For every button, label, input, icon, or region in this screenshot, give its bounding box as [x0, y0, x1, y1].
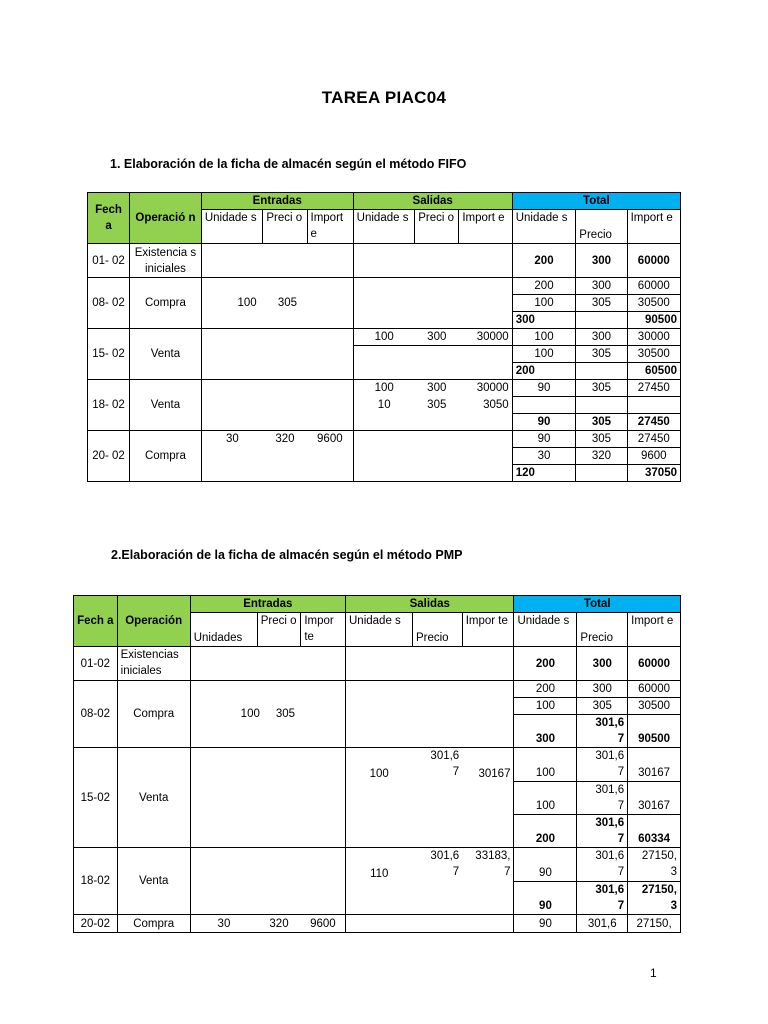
row4-operacion: Venta — [117, 848, 190, 915]
row2-fecha: 08-02 — [74, 681, 118, 748]
row5-operacion: Compra — [117, 915, 190, 933]
row2-fecha: 08- 02 — [88, 278, 130, 329]
col-s-precio: Preci o — [415, 210, 459, 244]
row5-operacion: Compra — [130, 431, 202, 482]
entrada-unidades: 30 — [201, 431, 263, 448]
total-cell: 320 — [576, 448, 627, 465]
total-cell: 37050 — [627, 465, 680, 482]
row2-entradas — [201, 278, 353, 329]
col-s-unidades: Unidade s — [353, 210, 415, 244]
total-cell: 305 — [576, 295, 627, 312]
total-cell: 301,6 7 — [577, 882, 628, 915]
row2-operacion: Compra — [117, 681, 190, 748]
total-cell: 90 — [512, 380, 576, 397]
row1-fecha: 01-02 — [74, 647, 118, 681]
total-cell: 30167 — [628, 748, 681, 782]
row3-fecha: 15- 02 — [88, 329, 130, 380]
row3-salidas-empty — [353, 346, 512, 380]
total-cell: 300 — [576, 278, 627, 295]
entrada-precio: 320 — [263, 431, 307, 448]
total-cell — [627, 397, 680, 414]
salida-precio: 301,6 7 — [412, 848, 462, 882]
col-fecha: Fech a — [88, 193, 130, 244]
row3-salidas-empty — [346, 782, 514, 848]
total-cell: 30000 — [627, 329, 680, 346]
row5-fecha: 20- 02 — [88, 431, 130, 482]
col-salidas: Salidas — [353, 193, 512, 210]
total-cell: 30500 — [628, 698, 681, 715]
page-number: 1 — [650, 966, 657, 980]
salida-precio: 305 — [427, 399, 447, 411]
total-cell: 60000 — [628, 681, 681, 698]
total-cell: 200 — [512, 363, 576, 380]
total-cell: 100 — [514, 698, 577, 715]
row4-salidas-empty — [346, 882, 514, 915]
total-cell: 90 — [512, 414, 576, 431]
col-t-unidades: Unidade s — [512, 210, 576, 244]
total-cell: 90 — [512, 431, 576, 448]
total-cell: 30 — [512, 448, 576, 465]
total-cell: 305 — [577, 698, 628, 715]
pmp-table — [73, 595, 681, 933]
col-e-precio: Preci o — [257, 613, 301, 647]
row1-salidas — [353, 244, 512, 278]
total-cell: 9600 — [627, 448, 680, 465]
salida-importe: 30000 — [459, 380, 512, 397]
col-e-unidades: Unidades — [190, 613, 257, 647]
total-cell: 120 — [512, 465, 576, 482]
col-operacion: Operación — [117, 596, 190, 647]
total-cell: 305 — [576, 380, 627, 397]
total-cell: 60000 — [628, 647, 681, 681]
col-s-precio: Precio — [412, 613, 462, 647]
total-cell: 300 — [512, 312, 576, 329]
col-salidas: Salidas — [346, 596, 514, 613]
salida-unidades: 100 — [353, 329, 415, 346]
total-cell: 27450 — [627, 431, 680, 448]
total-cell: 305 — [576, 414, 627, 431]
col-operacion: Operació n — [130, 193, 202, 244]
total-cell: 100 — [514, 782, 577, 815]
salida-precio: 300 — [415, 329, 459, 346]
total-cell — [512, 397, 576, 414]
row1-entradas — [201, 244, 353, 278]
col-t-importe: Import e — [628, 613, 681, 647]
total-cell: 27450 — [627, 380, 680, 397]
total-cell: 301,6 7 — [577, 782, 628, 815]
col-fecha: Fech a — [74, 596, 118, 647]
total-cell: 60500 — [627, 363, 680, 380]
col-t-unidades: Unidade s — [514, 613, 577, 647]
total-cell: 100 — [512, 346, 576, 363]
row4-salidas-empty — [353, 414, 512, 431]
col-s-importe: Impor te — [462, 613, 514, 647]
entrada-precio: 305 — [277, 297, 298, 309]
salida-unidades: 110 — [346, 848, 413, 882]
section-heading-fifo: 1. Elaboración de la ficha de almacén según el método FIFO — [110, 157, 467, 171]
total-cell: 301,6 — [577, 915, 628, 933]
entrada-unidades: 30 — [190, 915, 257, 933]
total-cell: 200 — [514, 681, 577, 698]
total-cell: 301,6 7 — [577, 815, 628, 848]
total-cell — [576, 363, 627, 380]
col-t-precio: Precio — [576, 210, 627, 244]
fifo-table — [87, 192, 681, 482]
row2-salidas — [346, 681, 514, 748]
row1-operacion: Existencia s iniciales — [130, 244, 202, 278]
row1-salidas — [346, 647, 514, 681]
total-cell: 27150, — [628, 915, 681, 933]
salida-unidades: 100 — [353, 380, 415, 397]
total-cell: 30500 — [627, 346, 680, 363]
total-cell — [576, 312, 627, 329]
total-cell: 100 — [512, 295, 576, 312]
row3-operacion: Venta — [117, 748, 190, 848]
total-cell: 60334 — [628, 815, 681, 848]
total-cell: 60000 — [627, 278, 680, 295]
total-cell: 30167 — [628, 782, 681, 815]
salida-importe: 33183, 7 — [462, 848, 514, 882]
col-s-unidades: Unidade s — [346, 613, 413, 647]
row4-operacion: Venta — [130, 380, 202, 431]
entrada-precio: 320 — [257, 915, 301, 933]
total-cell: 300 — [577, 647, 628, 681]
total-cell: 300 — [576, 329, 627, 346]
row3-fecha: 15-02 — [74, 748, 118, 848]
salida-precio: 300 — [415, 380, 459, 397]
row4-entradas — [190, 848, 345, 915]
row3-operacion: Venta — [130, 329, 202, 380]
total-cell: 301,6 7 — [577, 848, 628, 882]
total-cell: 200 — [512, 244, 576, 278]
col-t-importe: Import e — [627, 210, 680, 244]
row2-entradas — [190, 681, 345, 748]
col-total: Total — [512, 193, 680, 210]
total-cell: 100 — [514, 748, 577, 782]
total-cell — [576, 397, 627, 414]
col-e-importe: Impor te — [301, 613, 346, 647]
row2-salidas — [353, 278, 512, 329]
total-cell: 305 — [576, 431, 627, 448]
total-cell: 30500 — [627, 295, 680, 312]
row5-salidas — [346, 915, 514, 933]
row4-entradas — [201, 380, 353, 431]
total-cell: 300 — [514, 715, 577, 748]
salida-precio: 301,6 7 — [412, 748, 462, 782]
row5-fecha: 20-02 — [74, 915, 118, 933]
row3-entradas — [201, 329, 353, 380]
total-cell: 301,6 7 — [577, 748, 628, 782]
total-cell: 90 — [514, 915, 577, 933]
col-s-importe: Import e — [459, 210, 512, 244]
total-cell: 305 — [576, 346, 627, 363]
salida-importe: 3050 — [459, 397, 512, 414]
row1-operacion: Existencias iniciales — [117, 647, 190, 681]
salida-importe: 30000 — [459, 329, 512, 346]
salida-importe: 30167 — [462, 748, 514, 782]
col-e-precio: Preci o — [263, 210, 307, 244]
row4-fecha: 18-02 — [74, 848, 118, 915]
total-cell: 300 — [576, 244, 627, 278]
total-cell: 27150, 3 — [628, 882, 681, 915]
total-cell: 90500 — [628, 715, 681, 748]
salida-unidades: 100 — [346, 748, 413, 782]
col-entradas: Entradas — [190, 596, 345, 613]
row1-entradas — [190, 647, 345, 681]
page-title: TAREA PIAC04 — [321, 88, 447, 107]
entrada-unidades: 100 — [237, 297, 257, 309]
total-cell: 301,6 7 — [577, 715, 628, 748]
row4-fecha: 18- 02 — [88, 380, 130, 431]
row2-operacion: Compra — [130, 278, 202, 329]
row3-entradas — [190, 748, 345, 848]
col-t-precio: Precio — [577, 613, 628, 647]
total-cell: 200 — [512, 278, 576, 295]
row1-fecha: 01- 02 — [88, 244, 130, 278]
row5-entradas-empty — [201, 448, 353, 482]
total-cell: 200 — [514, 815, 577, 848]
col-entradas: Entradas — [201, 193, 353, 210]
total-cell: 100 — [512, 329, 576, 346]
total-cell: 90 — [514, 882, 577, 915]
col-e-unidades: Unidade s — [201, 210, 263, 244]
total-cell: 27150, 3 — [628, 848, 681, 882]
total-cell: 90500 — [627, 312, 680, 329]
total-cell: 200 — [514, 647, 577, 681]
total-cell: 27450 — [627, 414, 680, 431]
section-heading-pmp: 2.Elaboración de la ficha de almacén según el método PMP — [111, 548, 463, 562]
entrada-values: 100 305 — [240, 708, 296, 720]
total-cell: 300 — [577, 681, 628, 698]
salida-unidades: 10 — [353, 397, 415, 414]
entrada-importe: 9600 — [301, 915, 346, 933]
col-total: Total — [514, 596, 681, 613]
total-cell: 90 — [514, 848, 577, 882]
total-cell: 60000 — [627, 244, 680, 278]
row5-salidas — [353, 431, 512, 482]
entrada-importe: 9600 — [307, 431, 353, 448]
total-cell — [576, 465, 627, 482]
col-e-importe: Import e — [307, 210, 353, 244]
